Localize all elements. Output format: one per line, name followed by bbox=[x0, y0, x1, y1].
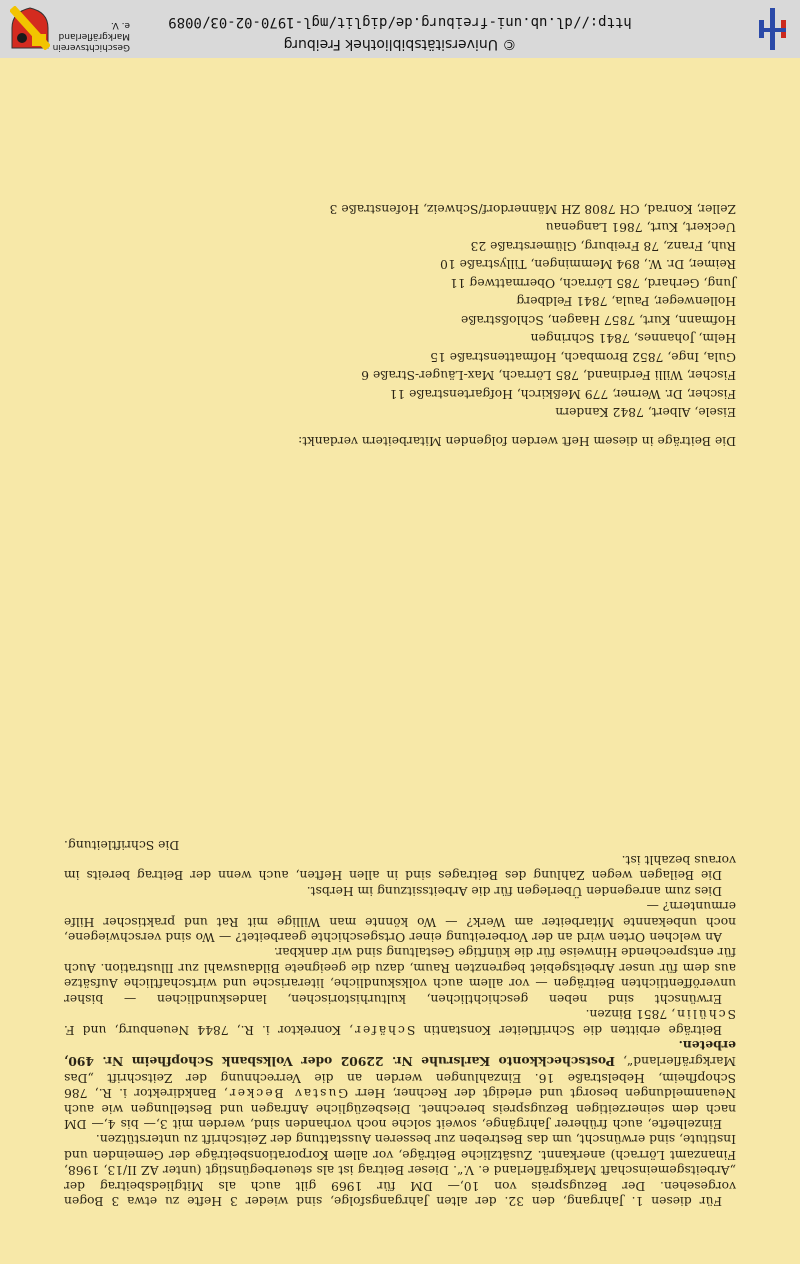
paragraph-editors: Beiträge erbitten die Schriftleiter Konstantin Schäfer, Konrektor i. R., 7844 Neuenburg, und F. Schülin, 7851 Binzen. bbox=[64, 1007, 736, 1037]
document-url[interactable]: http://dl.ub.uni-freiburg.de/diglit/mgl-1970-02-03/0089 bbox=[168, 14, 632, 30]
list-item: Gula, Inge, 7852 Brombach, Hofmattenstraße 15 bbox=[430, 350, 736, 364]
list-item: Jung, Gerhard, 785 Lörrach, Obermattweg 11 bbox=[449, 276, 736, 290]
signature: Die Schriftleitung. bbox=[64, 837, 180, 852]
list-item: Zeller, Konrad, CH 7808 ZH Männerdorf/Schweiz, Hofenstraße 3 bbox=[329, 202, 736, 216]
library-header-bar bbox=[0, 0, 800, 58]
list-item: Fischer, Dr. Werner, 779 Meßkirch, Hofgartenstraße 11 bbox=[389, 387, 736, 401]
paragraph-meeting: Dies zum anregenden Überlegen für die Arbeitssitzung im Herbst. bbox=[306, 883, 722, 898]
list-item: Reimer, Dr. W., 894 Memmingen, Tillystraße 10 bbox=[440, 257, 736, 272]
list-item: Eisele, Albert, 7842 Kandern bbox=[555, 405, 736, 420]
paragraph-single-issues: Einzelhefte, auch früherer Jahrgänge, soweit solche noch vorhanden sind, werden mit 3,— bis 4,— DM nach dem seinerzeitigen Bezugspreis berechnet. Diesbezügliche Anfragen und Bestellungen wie auch Neuanmeldungen besorgt und erledigt der Rechner, Herr Gustav Becker, Bankdirektor i. R., 786 Schopfheim, Hebelstraße 16. Einzahlungen werden an die Verrechnung der Zeitschrift „Das Markgräflerland“, Postscheckkonto Karlsruhe Nr. 22902 oder Volksbank Schopfheim Nr. 490, erbeten. bbox=[64, 1037, 736, 1131]
list-item: Ruh, Franz, 78 Freiburg, Glümerstraße 23 bbox=[470, 239, 736, 253]
contributors-section bbox=[64, 200, 736, 451]
editor-name-2: Schülin bbox=[675, 1007, 736, 1022]
coat-of-arms-icon bbox=[10, 6, 50, 50]
contributors-list bbox=[64, 200, 736, 422]
paragraph-enclosures: Die Beilagen wegen Zahlung des Beitrages sind in allen Heften, auch wenn der Beitrag bereits im voraus bezahlt ist. bbox=[64, 853, 736, 883]
list-item: Hofmann, Kurt, 7857 Haagen, Schloßstraße bbox=[460, 313, 736, 327]
paragraph-desired-contributions: Erwünscht sind neben geschichtlichen, kulturhistorischen, landeskundlichen — bisher unveröffentlichten Beiträgen — vor allem auch volkskundliche, literarische und wirtschaftliche Aufsätze aus dem für unser Arbeitsgebiet begrenzten Raum, dazu die geeignete Bildauswahl zur Illustration. Auch für entsprechende Hinweise für die künftige Gestaltung sind wir dankbar. bbox=[64, 945, 736, 1006]
bank-accounts: Postscheckkonto Karlsruhe Nr. 22902 oder Volksbank Schopfheim Nr. 490, erbeten. bbox=[64, 1037, 736, 1070]
list-item: Helm, Johannes, 7841 Schringen bbox=[530, 331, 736, 346]
list-item: Ueckert, Kurt, 7861 Langenau bbox=[545, 220, 736, 235]
editorial-notice bbox=[64, 828, 736, 1208]
list-item: Fischer, Willi Ferdinand, 785 Lörrach, Max-Läuger-Straße 6 bbox=[361, 368, 736, 383]
paragraph-subscription: Für diesen 1. Jahrgang, den 32. der alten Jahrgangsfolge, sind wieder 3 Hefte zu etwa 3 Bogen vorgesehen. Der Bezugspreis von 10,— DM für 1969 gilt auch als Mitgliedsbeitrag der „Arbeitsgemeinschaft Markgräflerland e. V.“. Dieser Beitrag ist als steuerbegünstigt (unter AZ II/13, 1968, Finanzamt Lörrach) anerkannt. Zusätzliche Beiträge, vor allem Korporationsbeiträge der Gemeinden und Institute, sind erwünscht, um das Bestreben zur besseren Ausstattung der Zeitschrift zu unterstützen. bbox=[64, 1132, 736, 1208]
contributors-intro: Die Beiträge in diesem Heft werden folgenden Mitarbeitern verdankt: bbox=[298, 434, 736, 448]
list-item: Hollenweger, Paula, 7841 Feldberg bbox=[516, 294, 736, 309]
paragraph-questions: An welchen Orten wird an der Vorbereitung einer Ortsgeschichte gearbeitet? — Wo sind verschwiegene, noch unbekannte Mitarbeiter am Werk? — Wo könnte man Willige mit Rat und praktischer Hilfe ermuntern? — bbox=[64, 899, 736, 945]
copyright-text: © Universitätsbibliothek Freiburg bbox=[283, 36, 517, 52]
society-name: Geschichtsverein Markgräflerland e. V. bbox=[52, 20, 130, 52]
editor-name-1: Schäfer bbox=[353, 1022, 416, 1037]
treasurer-name: Gustav Becker bbox=[227, 1086, 349, 1101]
